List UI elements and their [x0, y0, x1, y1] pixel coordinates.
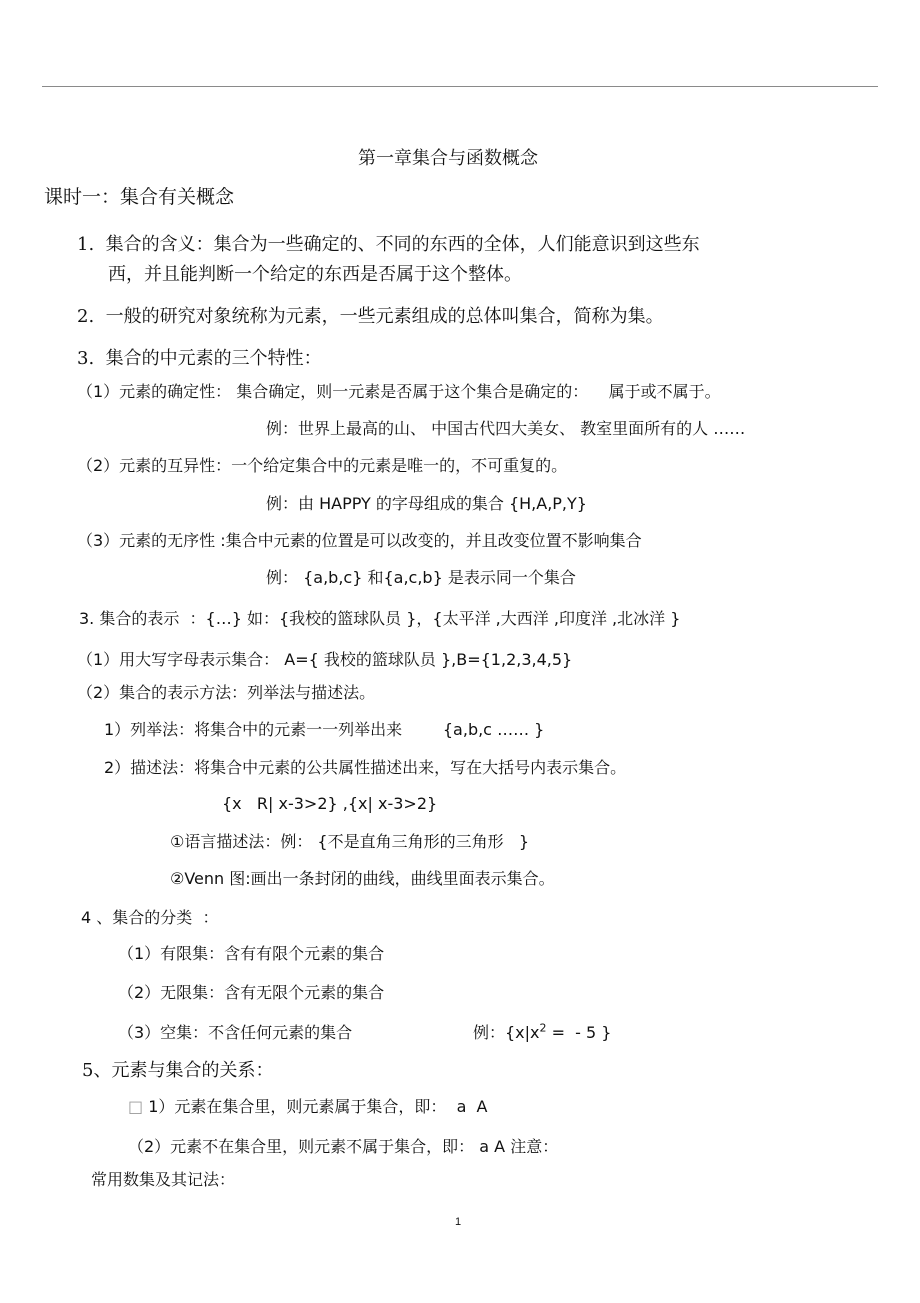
- property-1: （1）元素的确定性： 集合确定，则一元素是否属于这个集合是确定的： 属于或不属于。: [77, 382, 721, 401]
- relation-1-text: 1）元素在集合里，则元素属于集合，即： a A: [143, 1097, 488, 1116]
- empty-set-example: [473, 1021, 612, 1042]
- empty-set: （3）空集：不含任何元素的集合: [118, 1023, 353, 1042]
- exponent: 2: [539, 1021, 547, 1035]
- representation-2: （2）集合的表示方法：列举法与描述法。: [77, 683, 376, 702]
- property-2: （2）元素的互异性：一个给定集合中的元素是唯一的，不可重复的。: [77, 456, 568, 475]
- item-1-line-2: 西，并且能判断一个给定的东西是否属于这个整体。: [108, 264, 522, 285]
- checkbox-glyph: □: [128, 1097, 144, 1116]
- relation-heading: 5、元素与集合的关系：: [82, 1060, 274, 1081]
- representation-1: （1）用大写字母表示集合： A={ 我校的篮球队员 },B={1,2,3,4,5}: [77, 650, 573, 669]
- chapter-title: 第一章集合与函数概念: [358, 148, 538, 169]
- representation-heading: 3. 集合的表示 ：{…} 如：{我校的篮球队员 }，{太平洋 ,大西洋 ,印度洋 ,北冰洋 }: [79, 609, 681, 628]
- classification-heading: 4 、集合的分类 ：: [81, 908, 219, 927]
- description-method-example: {x R| x-3>2} ,{x| x-3>2}: [222, 794, 438, 813]
- item-3: 3. 集合的中元素的三个特性：: [77, 348, 322, 369]
- property-2-example: 例：由 HAPPY 的字母组成的集合 {H,A,P,Y}: [266, 494, 587, 513]
- header-rule: [42, 86, 878, 87]
- empty-set-example-rest: = - 5 }: [546, 1023, 612, 1042]
- enumeration-method: 1）列举法：将集合中的元素一一列举出来 {a,b,c …… }: [104, 720, 545, 739]
- infinite-set: （2）无限集：含有无限个元素的集合: [118, 983, 385, 1002]
- page-number: 1: [455, 1216, 462, 1228]
- venn-diagram-description: ②Venn 图:画出一条封闭的曲线，曲线里面表示集合。: [170, 869, 555, 888]
- item-1-line-1: 1. 集合的含义：集合为一些确定的、不同的东西的全体，人们能意识到这些东: [77, 234, 700, 255]
- relation-1: [128, 1099, 488, 1115]
- language-description: ①语言描述法：例： {不是直角三角形的三角形 }: [170, 832, 530, 851]
- relation-2: （2）元素不在集合里，则元素不属于集合，即： a A 注意：: [128, 1137, 559, 1156]
- property-3: （3）元素的无序性 :集合中元素的位置是可以改变的，并且改变位置不影响集合: [77, 531, 642, 550]
- property-3-example: 例： {a,b,c} 和{a,c,b} 是表示同一个集合: [266, 568, 576, 587]
- finite-set: （1）有限集：含有有限个元素的集合: [118, 944, 385, 963]
- empty-set-example-text: 例：{x|x: [473, 1023, 540, 1042]
- common-number-sets: 常用数集及其记法：: [91, 1170, 236, 1189]
- item-2: 2. 一般的研究对象统称为元素，一些元素组成的总体叫集合，简称为集。: [77, 306, 664, 327]
- lesson-title: 课时一：集合有关概念: [44, 186, 235, 208]
- property-1-example: 例：世界上最高的山、 中国古代四大美女、 教室里面所有的人 ……: [266, 419, 746, 438]
- description-method: 2）描述法：将集合中元素的公共属性描述出来，写在大括号内表示集合。: [104, 758, 627, 777]
